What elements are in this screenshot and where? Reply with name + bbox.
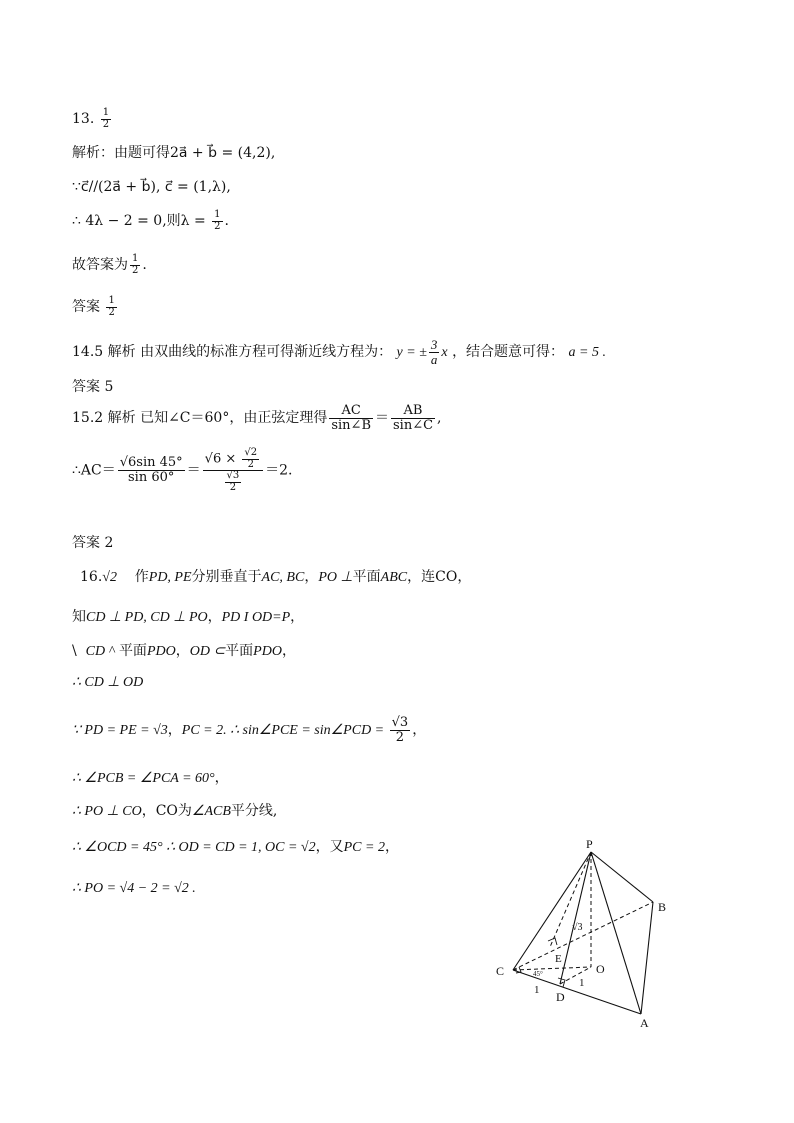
q13-line1: 解析：由题可得2a⃗ + b⃗ = (4,2),: [72, 145, 276, 161]
q16-line6: ∴ ∠PCB = ∠PCA = 60°，: [72, 771, 229, 786]
q14-answer: 答案 5: [72, 379, 114, 395]
q16-line1: 16.√2 作PD, PE分别垂直于AC, BC，PO ⊥平面ABC，连CO，: [80, 569, 472, 585]
q16-line8: ∴ ∠OCD = 45° ∴ OD = CD = 1, OC = √2，又PC = 2，: [72, 839, 399, 855]
label-one-do: 1: [579, 977, 585, 989]
q15-big-den-fraction: $\frac{√3}{2}$: [226, 470, 240, 493]
q16-line2: 知CD ⊥ PD, CD ⊥ PO，PD Ι OD=P，: [72, 609, 305, 625]
q13-line3-fraction: $\frac{1}{2}$: [214, 209, 221, 232]
q16-line5-fraction: $\frac{√3}{2}$: [391, 715, 409, 745]
label-a: A: [640, 1016, 649, 1030]
q15-big-fraction: √6 × $\frac{√2}{2}$ $\frac{√3}{2}$: [203, 448, 263, 493]
segment-pe: [550, 852, 591, 947]
q13-line4: 故答案为 $\frac{1}{2}$ .: [72, 253, 147, 276]
segment-pd: [560, 852, 591, 984]
label-d: D: [556, 990, 565, 1004]
edge-pc: [513, 852, 591, 970]
q13-line4-fraction: $\frac{1}{2}$: [132, 253, 139, 276]
label-one-cd: 1: [534, 984, 540, 996]
q13-line2: ∵c⃗//(2a⃗ + b⃗), c⃗ = (1,λ),: [72, 179, 231, 195]
q15-answer: 答案 2: [72, 535, 114, 551]
q14-formula-fraction: $\frac{3}{a}$: [430, 337, 438, 367]
q16-line7: ∴ PO ⊥ CO，CO为∠ACB平分线,: [72, 803, 278, 819]
edge-pa: [591, 852, 641, 1014]
label-e: E: [555, 953, 562, 965]
tetrahedron-figure: [480, 832, 700, 1037]
q14-line1: 14.5 解析 由双曲线的标准方程可得渐近线方程为： y = ± $\frac{3}{a}$ x ，结合题意可得： a = 5 .: [72, 337, 606, 367]
q13-answer: 答案 $\frac{1}{2}$: [72, 295, 115, 318]
q15-frac-sin: $\frac{√6\sin 45^\circ}{\sin 60^\circ}$: [119, 455, 183, 485]
q15-line2: ∴AC＝ $\frac{√6\sin 45^\circ}{\sin 60^\circ}$ ＝ √6 × $\frac{√2}{2}$ $\frac{√3}{2}$ ＝2.: [72, 447, 293, 493]
label-sqrt3: √3: [572, 922, 583, 933]
label-c: C: [496, 964, 505, 978]
q13-answer-fraction: $\frac{1}{2}$: [108, 295, 115, 318]
label-p: P: [586, 837, 593, 851]
q15-frac-ac: $\frac{AC}{\sin\angle B}$: [331, 403, 371, 433]
q15-line1: 15.2 解析 已知∠C＝60°，由正弦定理得 $\frac{AC}{\sin\angle B}$ ＝ $\frac{AB}{\sin\angle C}$ ,: [72, 403, 442, 433]
q13-header: 13. $\frac{1}{2}$: [72, 107, 110, 130]
edge-pb: [591, 852, 653, 902]
right-angle-e: [548, 938, 557, 945]
q16-line5: ∵ PD = PE = √3，PC = 2. ∴ sin∠PCE = sin∠PCD = $\frac{√3}{2}$ ，: [72, 715, 427, 745]
q13-head-fraction: $\frac{1}{2}$: [102, 107, 110, 130]
q16-line9: ∴ PO = √4 − 2 = √2 .: [72, 881, 196, 896]
edge-cb: [513, 902, 653, 970]
q16-line3: \ CD ^ 平面PDO，OD ⊂平面PDO，: [72, 643, 296, 659]
label-b: B: [658, 900, 667, 914]
segment-co: [513, 967, 591, 970]
q15-frac-ab: $\frac{AB}{\sin\angle C}$: [393, 403, 434, 433]
label-45deg: 45°: [533, 970, 543, 978]
q16-line4: ∴ CD ⊥ OD: [72, 675, 144, 690]
q15-big-num-fraction: $\frac{√2}{2}$: [244, 447, 258, 470]
label-o: O: [596, 962, 605, 976]
q13-line3: ∴ 4λ − 2 = 0,则λ = $\frac{1}{2}$ .: [72, 209, 229, 232]
edge-ba: [641, 902, 653, 1014]
